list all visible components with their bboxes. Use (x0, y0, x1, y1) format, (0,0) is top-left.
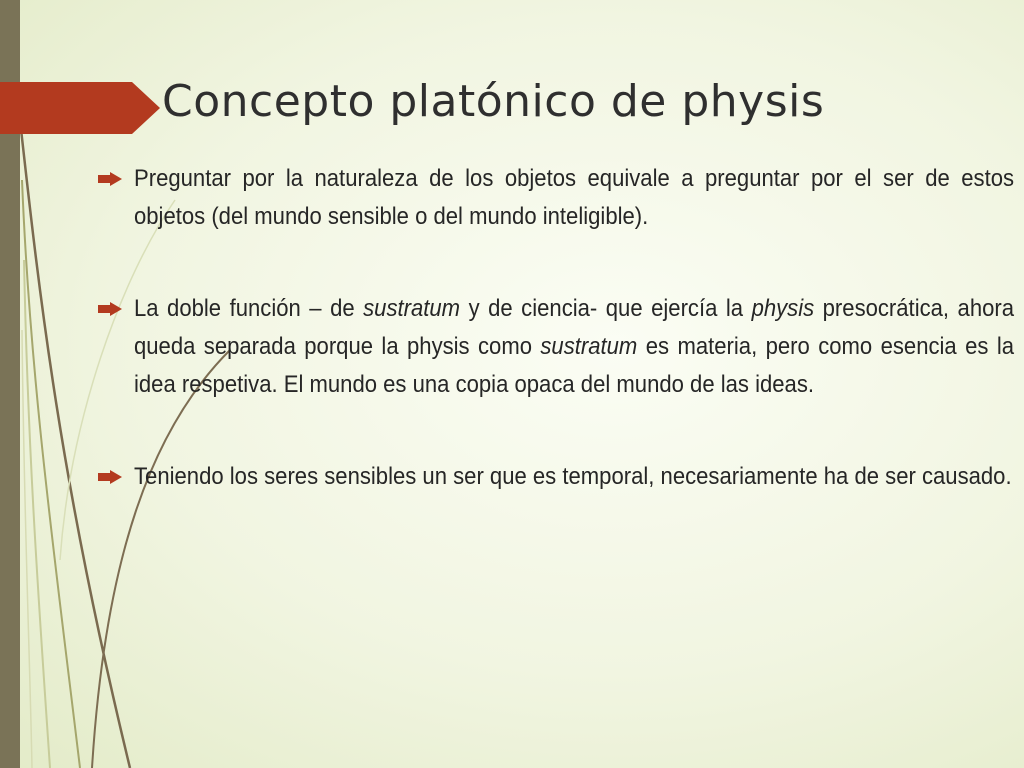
text-segment: presocrática, ahora queda separada porque la physis como (134, 295, 1015, 360)
arrow-right-icon (98, 172, 122, 186)
slide-title: Concepto platónico de physis (162, 76, 825, 127)
bullet-text (134, 458, 1014, 496)
italic-term: physis (751, 295, 815, 322)
decor-curve-light (24, 260, 50, 768)
bullet-text (134, 160, 1014, 236)
text-segment: Teniendo los seres sensibles un ser que es temporal, necesariamente ha de ser causado. (134, 463, 1012, 490)
decor-curve-lightest (22, 330, 32, 768)
arrow-right-icon (98, 302, 122, 316)
text-segment: y de ciencia- que ejercía la (460, 295, 752, 322)
bullet-item (98, 290, 1014, 404)
bullet-text (134, 290, 1014, 404)
italic-term: sustratum (363, 295, 461, 322)
title-accent-arrow (0, 82, 160, 134)
text-segment: La doble función – de (134, 295, 364, 322)
italic-term: sustratum (540, 333, 638, 360)
arrow-right-icon (98, 470, 122, 484)
decor-curve-olive (22, 180, 80, 768)
text-segment: Preguntar por la naturaleza de los objetos equivale a preguntar por el ser de estos objetos (del mundo sensible o del mundo inteligible). (134, 165, 1015, 230)
text-segment: es materia, pero como esencia es la idea respetiva. El mundo es una copia opaca del mundo de las ideas. (134, 333, 1015, 398)
bullet-item (98, 458, 1014, 496)
bullet-list (98, 160, 1014, 550)
bullet-item (98, 160, 1014, 236)
